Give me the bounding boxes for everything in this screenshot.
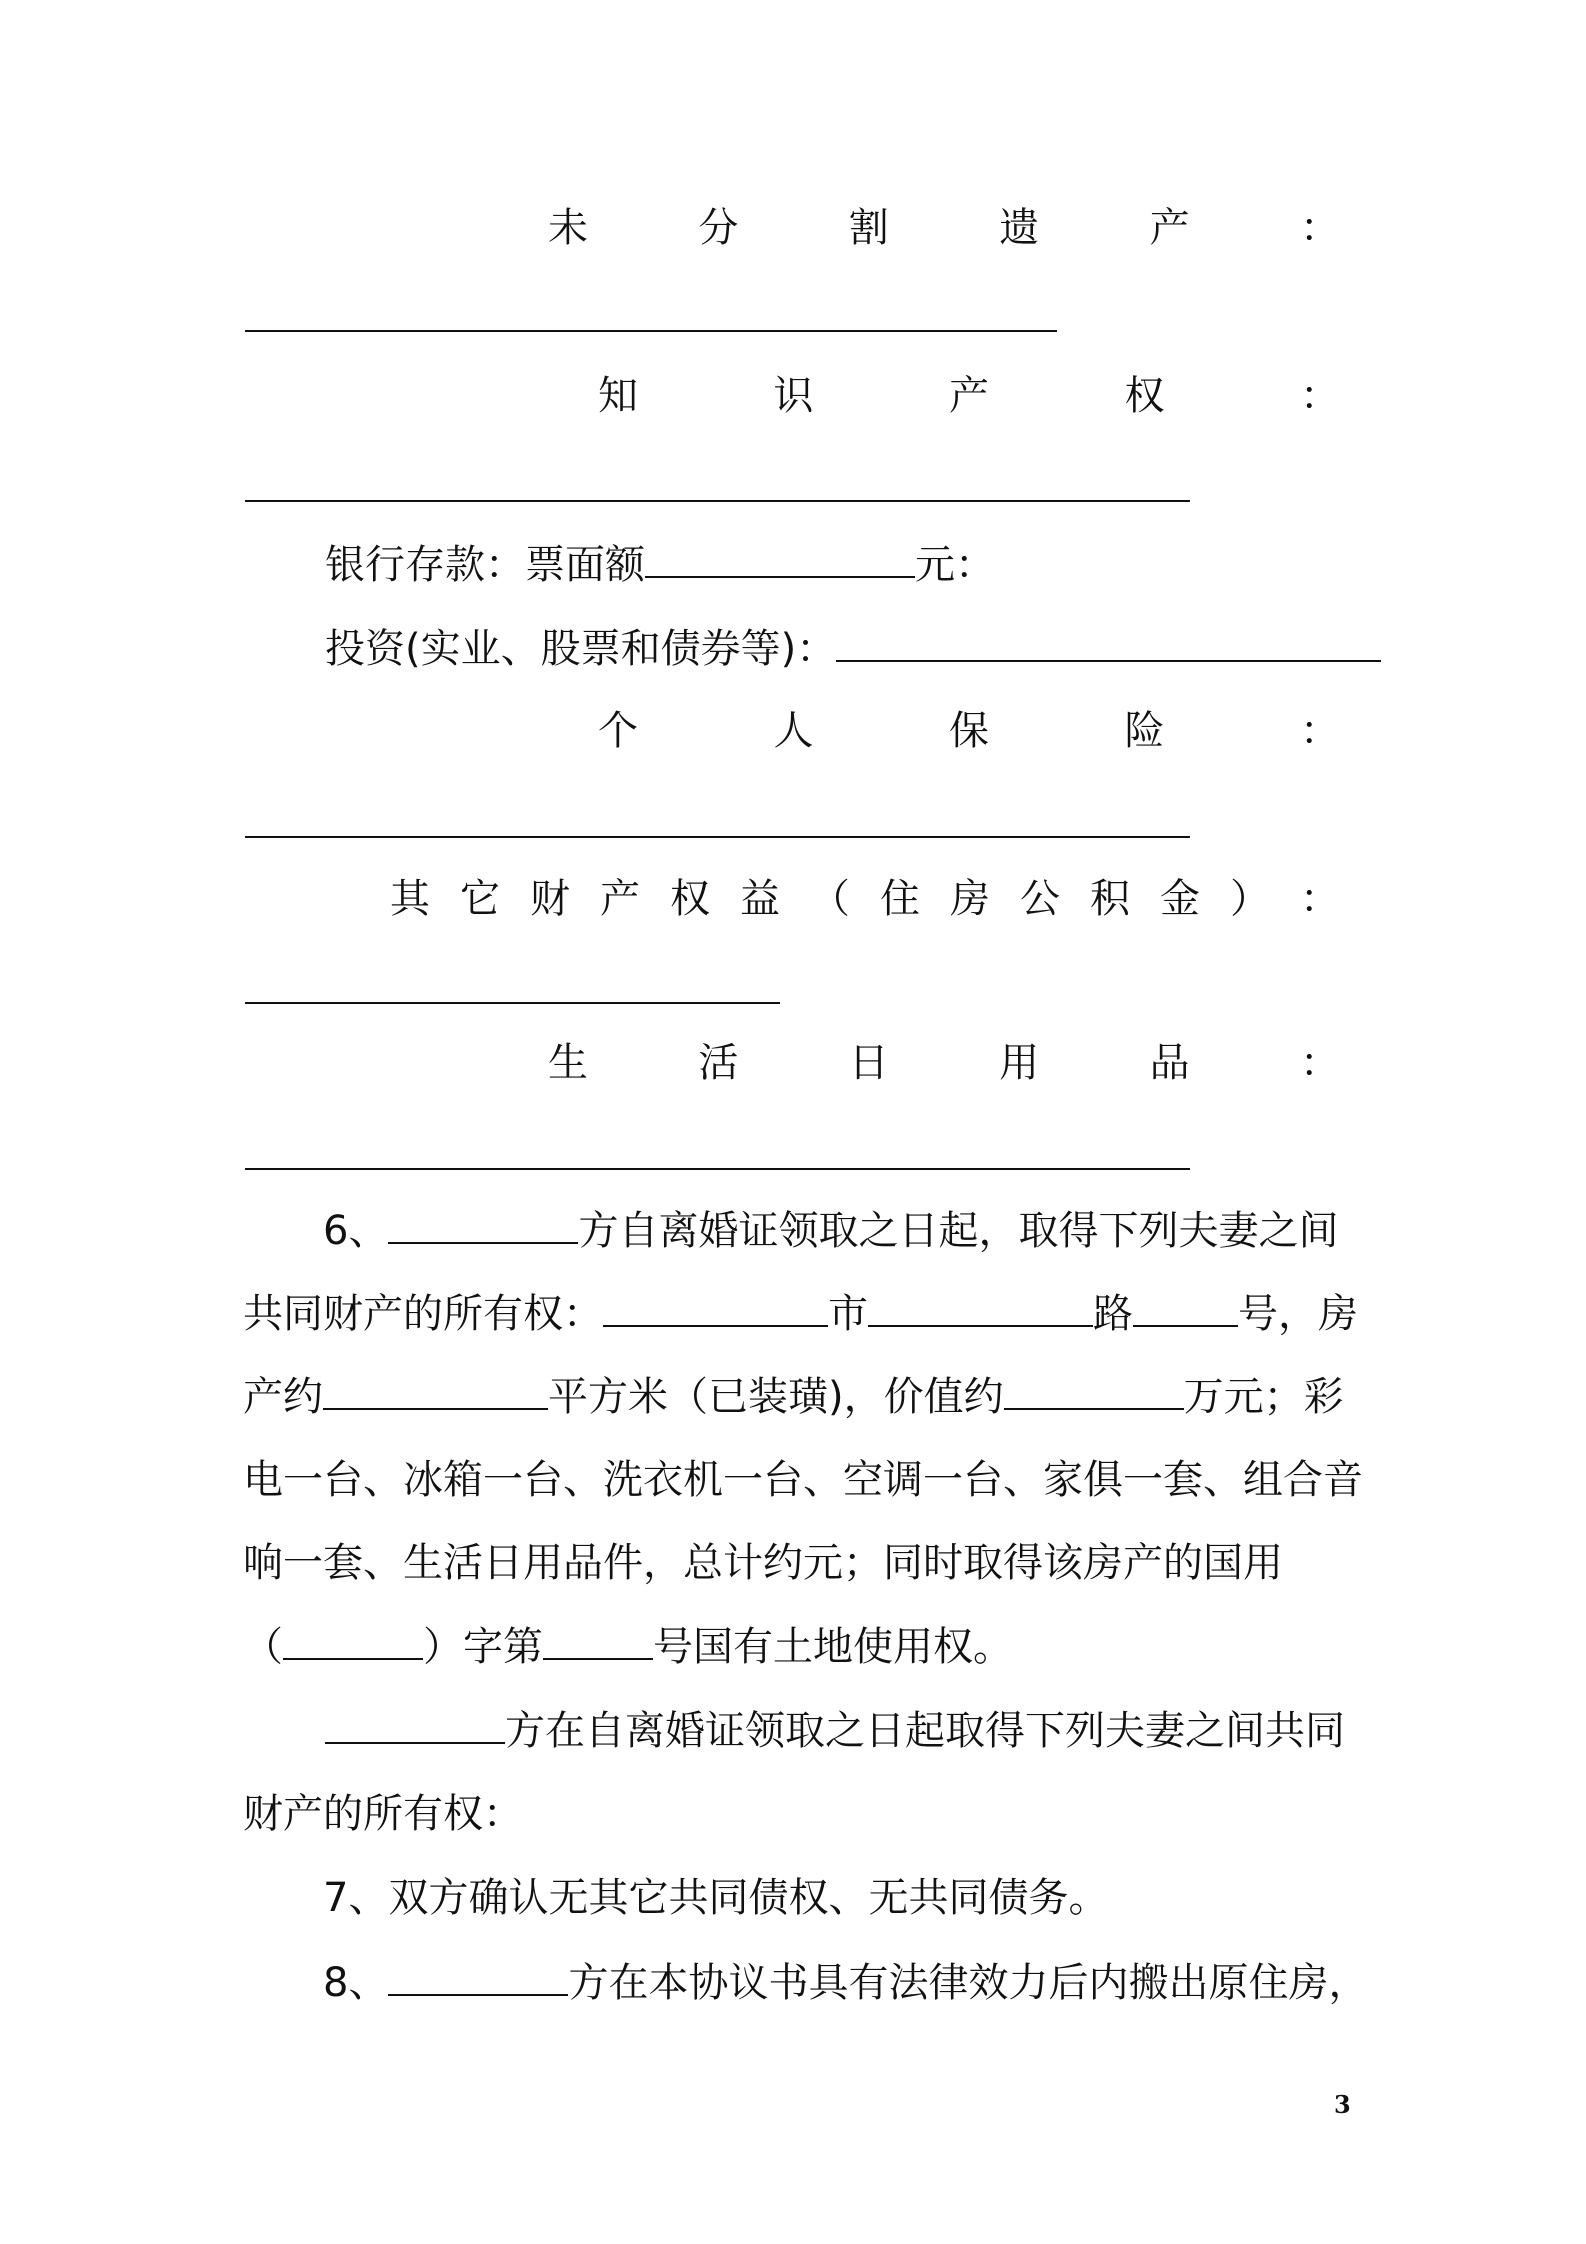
fill-line-personal-insurance[interactable] — [245, 836, 1190, 838]
heading-char: 生 — [548, 1040, 588, 1086]
clause6-text: 共同财产的所有权： — [243, 1291, 603, 1337]
heading-char: 权 — [670, 876, 710, 922]
heading-char: 积 — [1090, 876, 1130, 922]
heading-char: ： — [1300, 373, 1340, 419]
investment-line — [325, 620, 1381, 677]
clause6-text: （ — [243, 1624, 283, 1670]
fill-line-intellectual-property[interactable] — [245, 500, 1190, 502]
heading-char: 识 — [773, 373, 814, 419]
fill-line-unsplit-estate[interactable] — [245, 330, 1057, 332]
clause-number: 6、 — [323, 1208, 389, 1254]
clause6-text: 市 — [828, 1291, 868, 1337]
clause6-text: 路 — [1093, 1291, 1133, 1337]
clause6-text: ）字第 — [423, 1624, 543, 1670]
heading-personal-insurance — [598, 703, 1340, 759]
clause8-line1 — [323, 1954, 1368, 2011]
heading-char: 险 — [1124, 708, 1165, 754]
heading-char: 产 — [1149, 205, 1190, 251]
heading-char: 分 — [698, 205, 739, 251]
heading-intellectual-property — [598, 368, 1340, 424]
clause6-text: 号国有土地使用权。 — [653, 1624, 1013, 1670]
heading-char: 房 — [950, 876, 990, 922]
heading-char: ： — [1300, 708, 1340, 754]
clause6-text: 平方米（已装璜)，价值约 — [548, 1374, 1004, 1420]
clause6-line1 — [323, 1202, 1338, 1259]
heading-char: 财 — [530, 876, 570, 922]
heading-char: 其 — [390, 876, 430, 922]
heading-unsplit-estate — [548, 200, 1340, 256]
clause6-party-blank[interactable] — [388, 1202, 578, 1244]
heading-char: （ — [810, 876, 850, 922]
heading-char: 保 — [949, 708, 989, 754]
heading-char: 住 — [880, 876, 920, 922]
heading-char: 益 — [740, 876, 780, 922]
area-blank[interactable] — [323, 1368, 548, 1410]
value-blank[interactable] — [1004, 1368, 1184, 1410]
clause8-text: 方在本协议书具有法律效力后内搬出原住房， — [568, 1960, 1369, 2006]
bank-deposit-amount-blank[interactable] — [645, 536, 915, 578]
land-cert-number-blank[interactable] — [543, 1618, 653, 1660]
bank-deposit-label: 银行存款：票面额 — [325, 542, 645, 588]
bank-deposit-suffix: 元： — [915, 542, 995, 588]
heading-char: 它 — [460, 876, 500, 922]
investment-blank[interactable] — [836, 620, 1381, 662]
heading-char: 日 — [848, 1040, 889, 1086]
clause7-line: 7、双方确认无其它共同债权、无共同债务。 — [323, 1875, 1109, 1921]
heading-char: ： — [1299, 1040, 1340, 1086]
heading-char: 金 — [1160, 876, 1200, 922]
road-blank[interactable] — [868, 1285, 1093, 1327]
heading-char: 产 — [600, 876, 640, 922]
clause6-text: 方自离婚证领取之日起，取得下列夫妻之间 — [578, 1208, 1339, 1254]
fill-line-other-property-rights[interactable] — [245, 1002, 780, 1004]
page-number: 3 — [1334, 2090, 1351, 2119]
land-cert-prefix-blank[interactable] — [283, 1618, 423, 1660]
heading-char: ： — [1299, 205, 1340, 251]
heading-char: 用 — [999, 1040, 1040, 1086]
clause-number: 8、 — [323, 1960, 389, 2006]
clause6-line2 — [243, 1285, 1358, 1342]
heading-char: 公 — [1020, 876, 1060, 922]
heading-char: 个 — [598, 708, 638, 754]
heading-char: 割 — [848, 205, 889, 251]
heading-char: 人 — [773, 708, 814, 754]
clause6b-party-blank[interactable] — [325, 1702, 505, 1744]
clause6-line6 — [243, 1618, 1013, 1675]
clause6b-line1 — [325, 1702, 1345, 1759]
heading-char: 未 — [548, 205, 588, 251]
heading-daily-goods — [548, 1035, 1340, 1091]
heading-char: 知 — [598, 373, 638, 419]
heading-char: 产 — [949, 373, 989, 419]
heading-char: 品 — [1149, 1040, 1190, 1086]
clause8-party-blank[interactable] — [388, 1954, 568, 1996]
number-blank[interactable] — [1133, 1285, 1238, 1327]
clause6b-line2: 财产的所有权： — [243, 1791, 523, 1837]
clause6b-text: 方在自离婚证领取之日起取得下列夫妻之间共同 — [505, 1708, 1345, 1754]
city-blank[interactable] — [603, 1285, 828, 1327]
heading-char: 遗 — [999, 205, 1040, 251]
clause6-line3 — [243, 1368, 1344, 1425]
heading-char: ） — [1230, 876, 1270, 922]
heading-char: ： — [1300, 876, 1340, 922]
clause6-text: 万元；彩 — [1183, 1374, 1344, 1420]
heading-char: 活 — [698, 1040, 739, 1086]
investment-label: 投资(实业、股票和债券等)： — [325, 626, 837, 672]
heading-char: 权 — [1124, 373, 1165, 419]
clause6-line4: 电一台、冰箱一台、洗衣机一台、空调一台、家俱一套、组合音 — [243, 1457, 1363, 1503]
clause6-line5: 响一套、生活日用品件，总计约元；同时取得该房产的国用 — [243, 1540, 1283, 1586]
clause6-text: 产约 — [243, 1374, 323, 1420]
heading-other-property-rights — [390, 871, 1340, 927]
fill-line-daily-goods[interactable] — [245, 1168, 1190, 1170]
bank-deposit-line — [325, 536, 995, 593]
clause6-text: 号，房 — [1238, 1291, 1358, 1337]
